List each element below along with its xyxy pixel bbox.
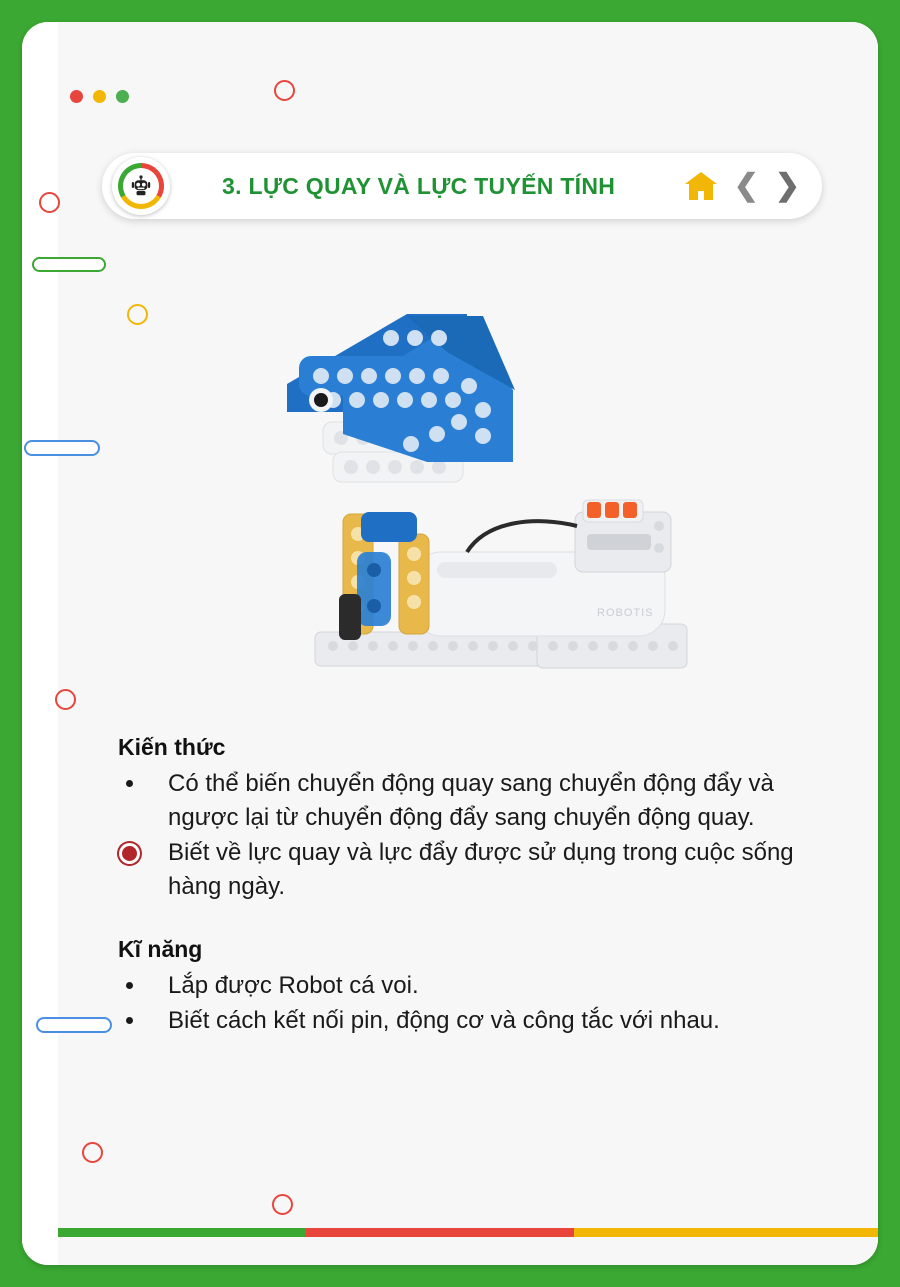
decor-circle-yellow bbox=[127, 304, 148, 325]
next-button[interactable]: ❯ bbox=[774, 169, 800, 202]
decor-circle-red-footer bbox=[272, 1194, 293, 1215]
lesson-header-bar bbox=[102, 153, 822, 219]
window-minimize-dot[interactable] bbox=[93, 90, 106, 103]
decor-circle-red-mid bbox=[55, 689, 76, 710]
blue-whale-body bbox=[287, 314, 515, 462]
robot-logo-badge[interactable] bbox=[112, 157, 170, 215]
robot-icon bbox=[128, 173, 154, 199]
footer-bar-green bbox=[58, 1228, 306, 1237]
lesson-illustration bbox=[287, 294, 717, 714]
header-actions bbox=[684, 153, 800, 219]
bullet-dot-icon bbox=[126, 780, 133, 787]
whale-robot-figure bbox=[287, 294, 717, 714]
logo-inner bbox=[123, 168, 159, 204]
svg-text:ROBOTIS: ROBOTIS bbox=[597, 607, 654, 619]
skills-list bbox=[118, 969, 838, 1038]
bullet-dot-icon bbox=[126, 1017, 133, 1024]
lesson-content bbox=[118, 734, 838, 1044]
decor-circle-red-left bbox=[39, 192, 60, 213]
section-gap bbox=[118, 910, 838, 936]
home-icon-svg bbox=[684, 171, 718, 201]
decor-circle-red-bottom bbox=[82, 1142, 103, 1163]
list-item bbox=[118, 1004, 838, 1038]
content-card bbox=[22, 22, 878, 1265]
bullet-dot-icon bbox=[126, 982, 133, 989]
list-item-text: Lắp được Robot cá voi. bbox=[168, 972, 419, 1000]
knowledge-heading: Kiến thức bbox=[118, 734, 226, 760]
list-item-text: Có thể biến chuyển động quay sang chuyển động đẩy và ngược lại từ chuyển động đẩy sang chuyển động quay. bbox=[168, 770, 774, 832]
window-maximize-dot[interactable] bbox=[116, 90, 129, 103]
footer-color-bar bbox=[58, 1228, 878, 1237]
window-close-dot[interactable] bbox=[70, 90, 83, 103]
page-title: 3. LỰC QUAY VÀ LỰC TUYẾN TÍNH bbox=[222, 172, 616, 199]
skills-heading: Kĩ năng bbox=[118, 936, 203, 963]
window-controls[interactable] bbox=[70, 90, 129, 103]
list-item-text: Biết về lực quay và lực đẩy được sử dụng trong cuộc sống hàng ngày. bbox=[168, 839, 794, 901]
decor-pill-green bbox=[32, 257, 106, 272]
home-icon[interactable] bbox=[684, 171, 718, 201]
list-item bbox=[118, 969, 838, 1003]
list-item-text: Biết cách kết nối pin, động cơ và công tắc với nhau. bbox=[168, 1007, 720, 1035]
motor-module bbox=[575, 500, 671, 572]
wire bbox=[467, 521, 577, 552]
prev-button[interactable]: ❮ bbox=[733, 169, 759, 202]
list-item bbox=[118, 767, 838, 835]
footer-bar-yellow bbox=[574, 1228, 878, 1237]
decor-pill-blue-lower bbox=[36, 1017, 112, 1033]
list-item bbox=[118, 836, 838, 904]
knowledge-list bbox=[118, 767, 838, 904]
decor-circle-red-top bbox=[274, 80, 295, 101]
footer-bar-red bbox=[306, 1228, 574, 1237]
decor-pill-blue-upper bbox=[24, 440, 100, 456]
bullet-ring-icon bbox=[122, 846, 137, 861]
logo-ring bbox=[118, 163, 164, 209]
